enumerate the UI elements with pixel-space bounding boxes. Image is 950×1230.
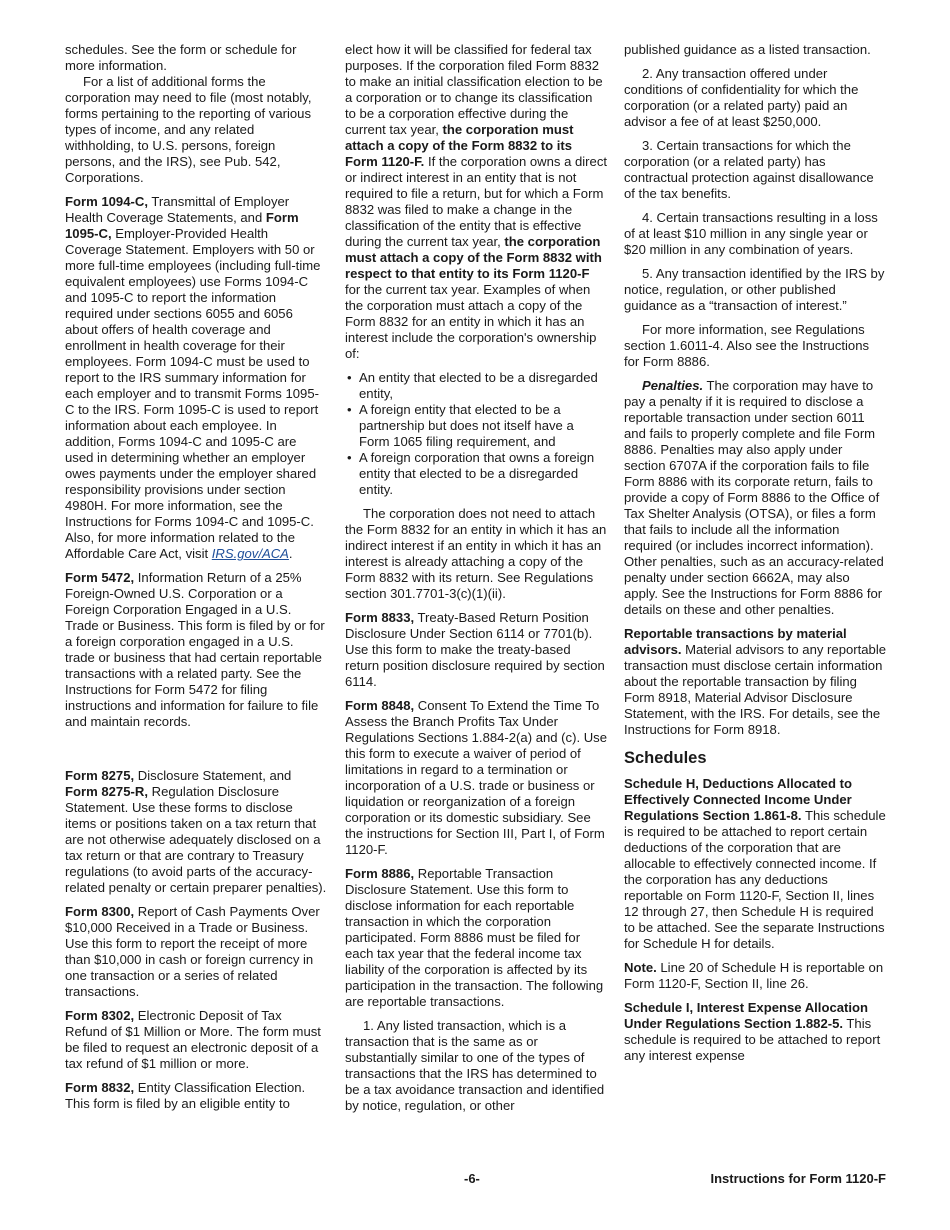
- material-advisors-heading: Reportable transactions by material advisors.: [624, 626, 847, 657]
- penalties-heading: Penalties.: [642, 378, 704, 393]
- bullet-item: • A foreign corporation that owns a foreign entity that elected to be a disregarded entity.: [347, 450, 595, 497]
- paragraph-material-advisors: Reportable transactions by material advisors. Material advisors to any reportable transaction must disclose certain information about the reportable transaction by filing Form 8918, Material Advisor Disclosure Statement, with the IRS. For details, see the Instructions for Form 8918.: [624, 626, 887, 737]
- paragraph-schedule-h: Schedule H, Deductions Allocated to Effectively Connected Income Under Regulations Section 1.861-8. This schedule is required to be attached to report certain deductions of the corporation that are allocable to effectively connected income. If the corporation has any deductions reportable on Form 1120-F, Section II, lines 12 through 27, then Schedule H is required to be attached. See the separate Instructions for Schedule H for details.: [624, 776, 886, 951]
- form-8886-heading: Form 8886,: [345, 866, 415, 881]
- form-8848-heading: Form 8848,: [345, 698, 415, 713]
- column-middle: [345, 42, 607, 1122]
- paragraph-form-8832: Form 8832, Entity Classification Election. This form is filed by an eligible entity to: [65, 1080, 306, 1111]
- paragraph-penalties: Penalties. The corporation may have to pay a penalty if it is required to disclose a reportable transaction under section 6011 and fails to properly complete and file Form 8886. Penalties may also apply under section 6707A if the corporation fails to file Form 8886 with its corporate return, fails to provide a copy of Form 8886 to the Office of Tax Shelter Analysis (OTSA), or files a form that fails to include all the information required (or includes incorrect information). Other penalties, such as an accuracy-related penalty under section 6662A, may also apply. See the Instructions for Form 8886 for details on these and other penalties.: [624, 378, 884, 617]
- bullet-icon: •: [347, 450, 352, 465]
- paragraph-form-8886: Form 8886, Reportable Transaction Disclosure Statement. Use this form to disclose information for each reportable transaction in which the corporation participated. Form 8886 must be filed for each tax year that the federal income tax liability of the corporation is affected by its participation in the transaction. The following are reportable transactions.: [345, 866, 604, 1009]
- section-heading-schedules: Schedules: [624, 749, 707, 767]
- form-1095c-heading: Form 1095-C,: [65, 210, 299, 241]
- paragraph-additional-forms: For a list of additional forms the corporation may need to file (most notably, forms pertaining to the reporting of various types of income, and any related withholding, to U.S. persons, foreign persons, and the IRS), see Pub. 542, Corporations.: [65, 74, 312, 185]
- column-right: [624, 42, 886, 1072]
- paragraph-form-8833: Form 8833, Treaty-Based Return Position Disclosure Under Section 6114 or 7701(b). Use this form to make the treaty-based return position disclosure required by section 6114.: [345, 610, 605, 689]
- schedule-i-heading: Schedule I, Interest Expense Allocation Under Regulations Section 1.882-5.: [624, 1000, 868, 1031]
- paragraph-form-8300: Form 8300, Report of Cash Payments Over $10,000 Received in a Trade or Business. Use this form to report the receipt of more than $10,000 in cash or foreign currency in one transaction or a series of related transactions.: [65, 904, 320, 999]
- bullet-icon: •: [347, 402, 352, 417]
- list-item-5: 5. Any transaction identified by the IRS by notice, regulation, or other published guidance as a “transaction of interest.”: [624, 266, 885, 313]
- footer-form-title: Instructions for Form 1120-F: [710, 1171, 886, 1186]
- paragraph-listed-continued: published guidance as a listed transaction.: [624, 42, 871, 57]
- paragraph-form-5472: Form 5472, Information Return of a 25% Foreign-Owned U.S. Corporation or a Foreign Corporation Engaged in a U.S. Trade or Business. This form is filed by or for a foreign corporation engaged in a U.S. trade or business that had certain reportable transactions with a related party. See the Instructions for Form 5472 for filing instructions and information for failure to file and maintain records.: [65, 570, 325, 729]
- list-item-1: 1. Any listed transaction, which is a transaction that is the same as or substantially similar to one of the types of transactions that the IRS has determined to be a tax avoidance transaction and identified by notice, regulation, or other: [345, 1018, 605, 1113]
- note-heading: Note.: [624, 960, 657, 975]
- form-8833-heading: Form 8833,: [345, 610, 415, 625]
- paragraph-indirect-interest: The corporation does not need to attach the Form 8832 for an entity in which it has an indirect interest if an entity in which it has an interest is already attaching a copy of the Form 8832 with its return. See Regulations section 301.7701-3(c)(1)(ii).: [345, 506, 607, 601]
- paragraph-form-8848: Form 8848, Consent To Extend the Time To Assess the Branch Profits Tax Under Regulations Sections 1.884-2(a) and (c). Use this form to execute a waiver of period of limitations in regard to a termination or incorporation of a U.S. trade or business or liquidation or reorganization of a foreign corporation or its domestic subsidiary. See the instructions for Section III, Part I, of Form 1120-F.: [345, 698, 608, 857]
- form-8275-heading: Form 8275,: [65, 768, 135, 783]
- paragraph-form-8832-continued: elect how it will be classified for federal tax purposes. If the corporation filed Form 8832 to make an initial classification election to be a corporation or to change its classification to be a corporation effective during the current tax year, the corporation must attach a copy of the Form 8832 to its Form 1120-F. If the corporation owns a direct or indirect interest in an entity that is not required to file a return, but for which a Form 8832 was filed to make a change in the classification of the entity that is effective during the current tax year, the corporation must attach a copy of the Form 8832 with respect to that entity to its Form 1120-F for the current tax year. Examples of when the corporation must attach a copy of the Form 8832 for an entity in which it has an interest include the corporation's ownership of:: [345, 42, 608, 361]
- paragraph-form-1094c: Form 1094-C, Transmittal of Employer Health Coverage Statements, and Form 1095-C, Employer-Provided Health Coverage Statement. Employers with 50 or more full-time employees (including full-time equivalent employees) use Forms 1094-C and 1095-C to report the information required under sections 6055 and 6056 about offers of health coverage and enrollment in health coverage for their employees. Form 1094-C must be used to report to the IRS summary information for each employer and to transmit Forms 1095-C to the IRS. Form 1095-C is used to report information about each employee. In addition, Forms 1094-C and 1095-C are used in determining whether an employer owes payments under the employer shared responsibility provisions under section 4980H. For more information, see the Instructions for Forms 1094-C and 1095-C. Also, for more information related to the Affordable Care Act, visit IRS.gov/ACA.: [65, 194, 321, 561]
- form-8275r-heading: Form 8275-R,: [65, 784, 148, 799]
- form-8832-heading: Form 8832,: [65, 1080, 135, 1095]
- paragraph-schedule-i: Schedule I, Interest Expense Allocation Under Regulations Section 1.882-5. This schedule is required to be attached to report any interest expense: [624, 1000, 881, 1063]
- column-left: [65, 42, 327, 1120]
- aca-link[interactable]: IRS.gov/ACA: [211, 546, 289, 561]
- list-item-3: 3. Certain transactions for which the corporation (or a related party) has contractual protection against disallowance of the tax benefits.: [624, 138, 874, 201]
- schedule-h-heading: Schedule H, Deductions Allocated to Effectively Connected Income Under Regulations Section 1.861-8.: [624, 776, 852, 823]
- page-number: -6-: [464, 1171, 480, 1186]
- form-8300-heading: Form 8300,: [65, 904, 135, 919]
- paragraph-form-8275: Form 8275, Disclosure Statement, and Form 8275-R, Regulation Disclosure Statement. Use these forms to disclose items or positions taken on a tax return that are not otherwise adequately disclosed on a tax return or that are contrary to Treasury regulations (to avoid parts of the accuracy-related penalty or certain preparer penalties).: [65, 768, 327, 895]
- form-1094c-heading: Form 1094-C,: [65, 194, 148, 209]
- bullet-icon: •: [347, 370, 352, 385]
- list-item-2: 2. Any transaction offered under conditions of confidentiality for which the corporation (or a related party) paid an advisor a fee of at least $250,000.: [624, 66, 859, 129]
- paragraph-note: Note. Line 20 of Schedule H is reportable on Form 1120-F, Section II, line 26.: [624, 960, 884, 991]
- form-8302-heading: Form 8302,: [65, 1008, 135, 1023]
- paragraph-form-8302: Form 8302, Electronic Deposit of Tax Refund of $1 Million or More. The form must be filed to request an electronic deposit of a tax refund of $1 million or more.: [65, 1008, 321, 1071]
- bullet-item: • An entity that elected to be a disregarded entity,: [347, 370, 598, 401]
- paragraph-more-info: For more information, see Regulations section 1.6011-4. Also see the Instructions for Form 8886.: [624, 322, 870, 369]
- paragraph-schedules-intro: schedules. See the form or schedule for more information.: [65, 42, 297, 73]
- form-5472-heading: Form 5472,: [65, 570, 135, 585]
- list-item-4: 4. Certain transactions resulting in a loss of at least $10 million in any single year or $20 million in any combination of years.: [624, 210, 878, 257]
- bullet-item: • A foreign entity that elected to be a partnership but does not itself have a Form 1065 filing requirement, and: [347, 402, 574, 449]
- column-gap: [65, 738, 327, 768]
